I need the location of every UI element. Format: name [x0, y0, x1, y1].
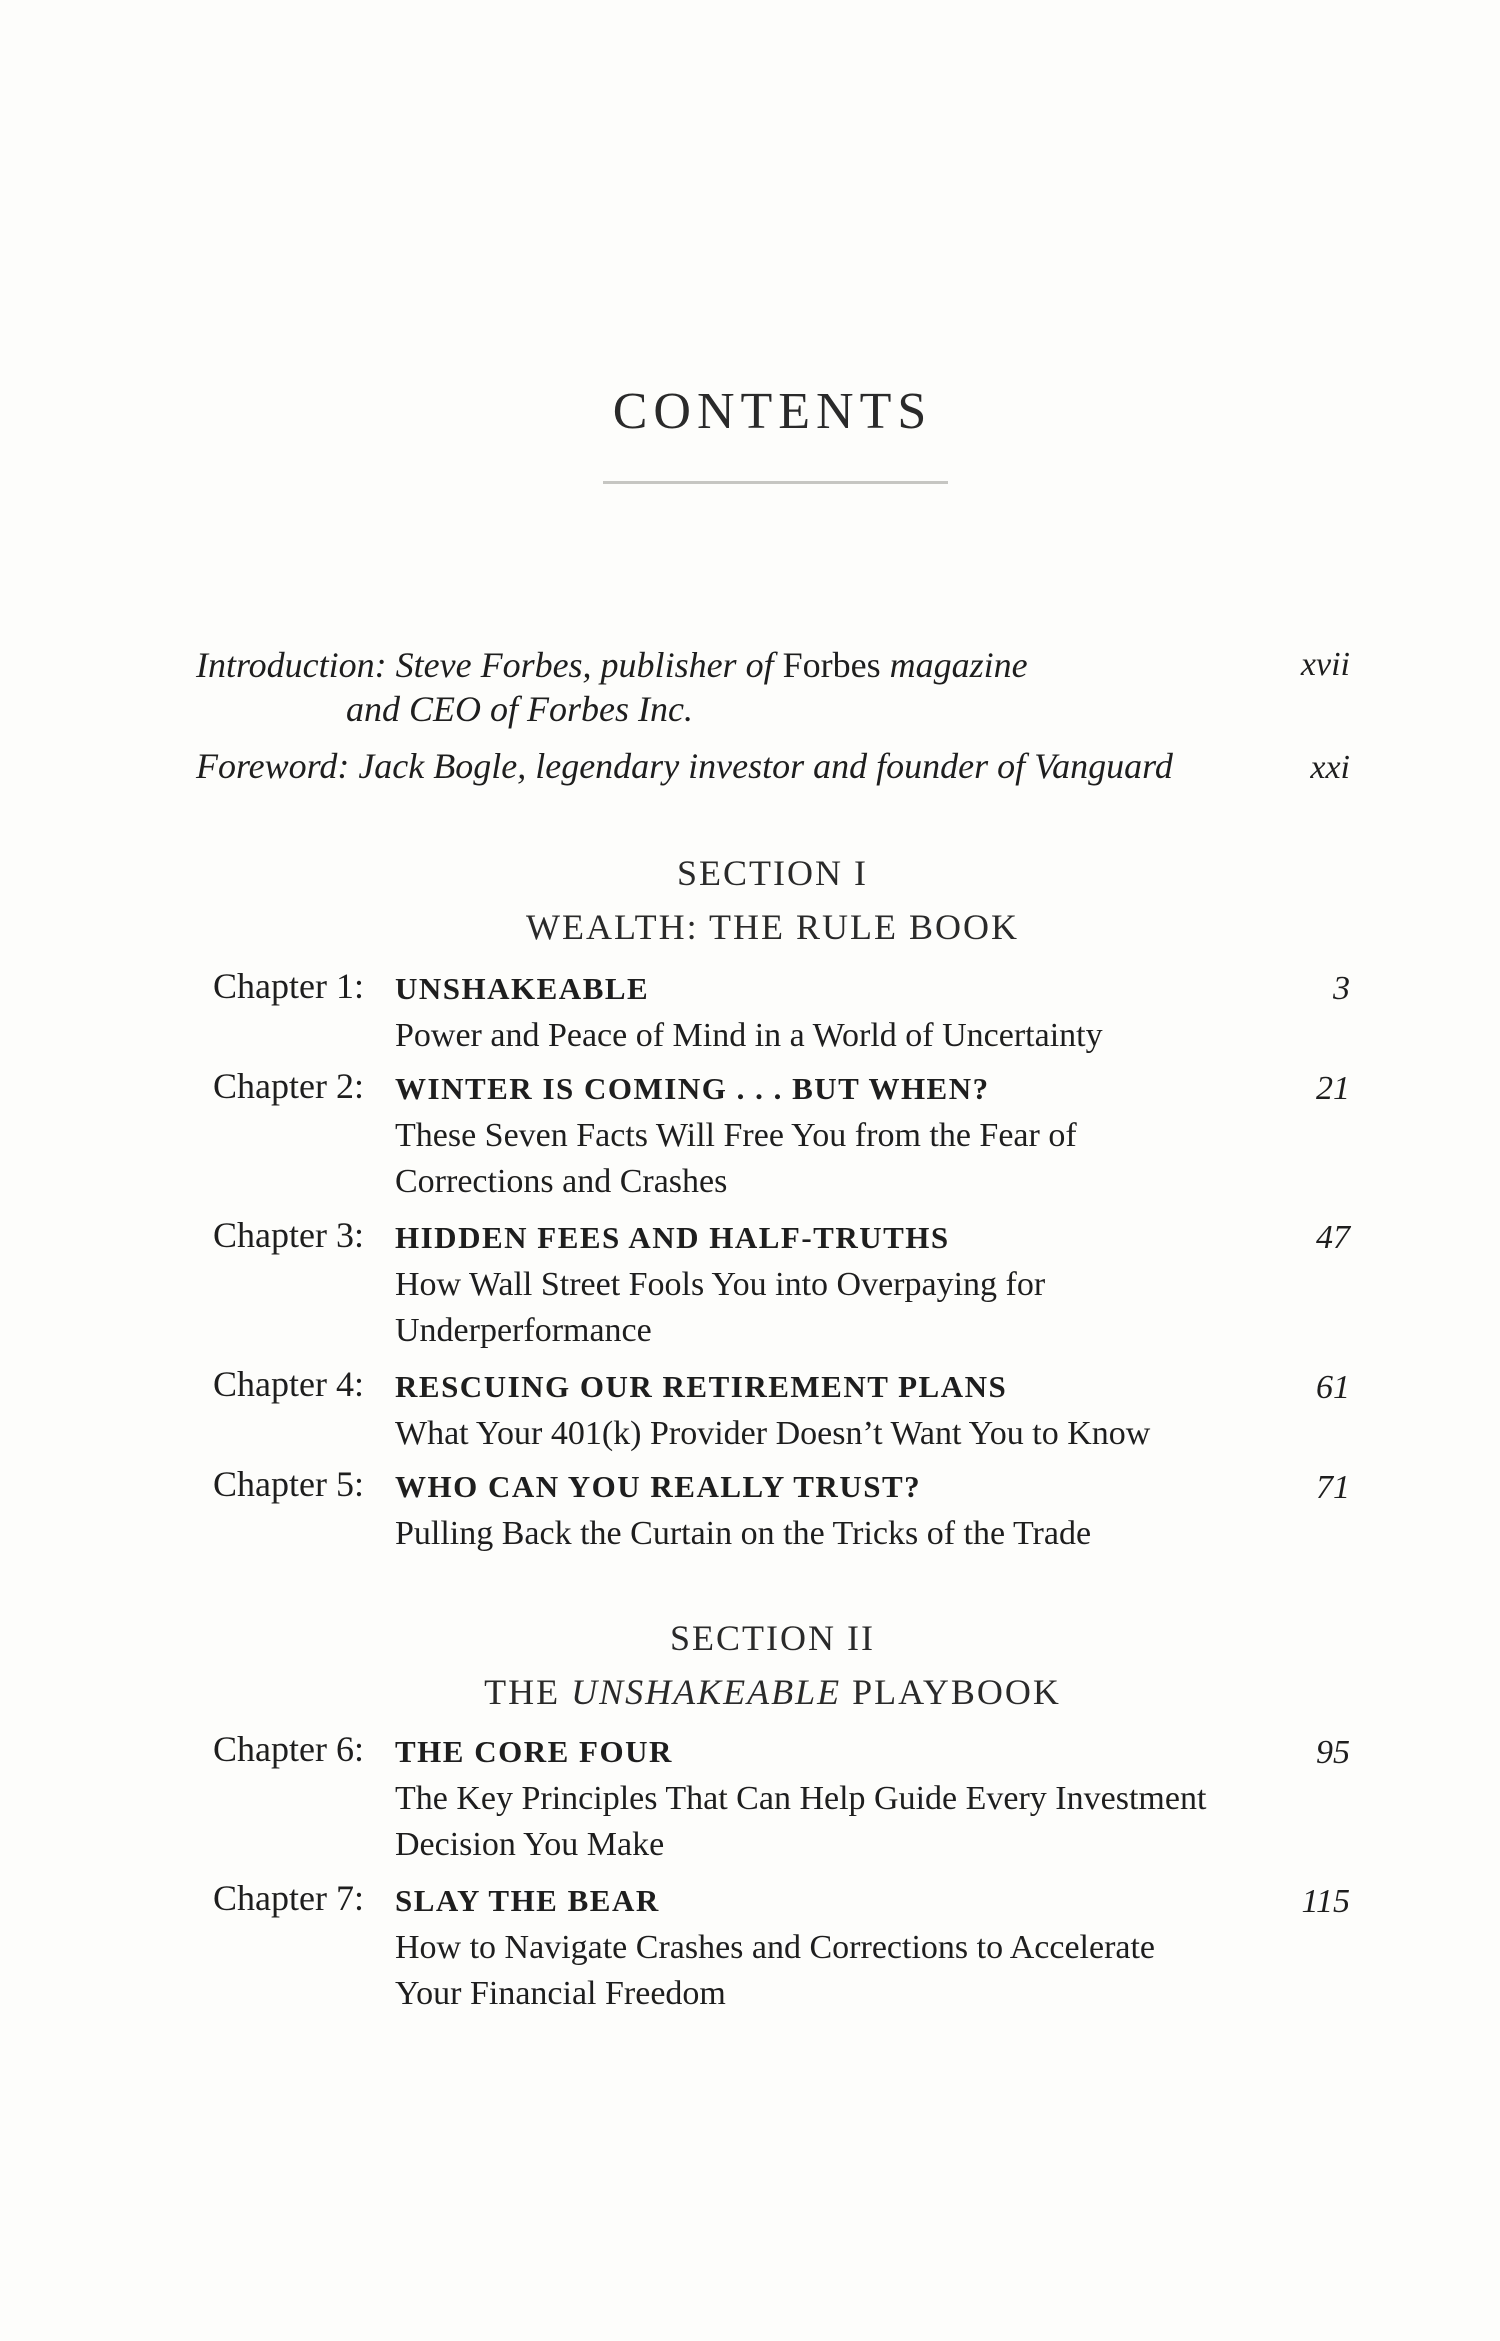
introduction-entry-line1[interactable]: [196, 644, 1028, 686]
chapter-6-subtitle: [395, 1776, 1295, 1868]
introduction-entry-line2: and CEO of Forbes Inc.: [346, 689, 693, 729]
chapter-2-page-number: 21: [1316, 1070, 1350, 1107]
forbes-magazine-name: Forbes: [782, 645, 881, 685]
chapter-2-subtitle: [395, 1113, 1295, 1205]
chapter-3-label: Chapter 3:: [213, 1215, 364, 1255]
introduction-text: Introduction: Steve Forbes, publisher of: [196, 645, 783, 685]
chapter-7-subtitle-line: Your Financial Freedom: [395, 1975, 726, 2012]
chapter-3-title[interactable]: HIDDEN FEES AND HALF-TRUTHS: [395, 1220, 950, 1255]
chapter-7-title[interactable]: SLAY THE BEAR: [395, 1883, 660, 1918]
introduction-text-end: magazine: [880, 645, 1028, 685]
chapter-6-label: Chapter 6:: [213, 1729, 364, 1769]
chapter-6-page-number: 95: [1316, 1734, 1350, 1771]
section-2-title: [0, 1671, 1500, 1713]
foreword-page-number: xxi: [1310, 749, 1350, 786]
section-2-title-start: THE: [484, 1672, 572, 1712]
chapter-2-title[interactable]: WINTER IS COMING . . . BUT WHEN?: [395, 1071, 990, 1106]
chapter-7-page-number: 115: [1301, 1883, 1350, 1920]
section-2-number: SECTION II: [670, 1618, 875, 1658]
chapter-4-page-number: 61: [1316, 1369, 1350, 1406]
chapter-4-label: Chapter 4:: [213, 1364, 364, 1404]
section-1-number: SECTION I: [677, 853, 868, 893]
chapter-1-page-number: 3: [1333, 970, 1350, 1007]
section-2-title-book-name: UNSHAKEABLE: [571, 1672, 842, 1712]
chapter-3-subtitle-line: How Wall Street Fools You into Overpaying for: [395, 1266, 1046, 1303]
section-1-title: WEALTH: THE RULE BOOK: [526, 907, 1019, 947]
chapter-7-subtitle-line: How to Navigate Crashes and Corrections to Accelerate: [395, 1929, 1156, 1966]
chapter-6-subtitle-line: The Key Principles That Can Help Guide Every Investment: [395, 1780, 1207, 1817]
chapter-2-subtitle-line: These Seven Facts Will Free You from the Fear of: [395, 1117, 1077, 1154]
chapter-1-label: Chapter 1:: [213, 966, 364, 1006]
chapter-4-subtitle: [395, 1411, 1295, 1457]
section-2-title-end: PLAYBOOK: [841, 1672, 1061, 1712]
chapter-4-title[interactable]: RESCUING OUR RETIREMENT PLANS: [395, 1369, 1008, 1404]
chapter-3-subtitle: [395, 1262, 1295, 1354]
chapter-4-subtitle-line: What Your 401(k) Provider Doesn’t Want You to Know: [395, 1415, 1151, 1452]
chapter-2-subtitle-line: Corrections and Crashes: [395, 1163, 728, 1200]
chapter-3-page-number: 47: [1316, 1219, 1350, 1256]
chapter-5-label: Chapter 5:: [213, 1464, 364, 1504]
page-title: CONTENTS: [612, 383, 933, 440]
chapter-5-subtitle-line: Pulling Back the Curtain on the Tricks of the Trade: [395, 1515, 1092, 1552]
chapter-1-subtitle: [395, 1013, 1295, 1059]
chapter-5-title[interactable]: WHO CAN YOU REALLY TRUST?: [395, 1469, 922, 1504]
chapter-7-subtitle: [395, 1925, 1295, 2017]
introduction-page-number: xvii: [1300, 646, 1350, 683]
chapter-3-subtitle-line: Underperformance: [395, 1312, 652, 1349]
chapter-6-title[interactable]: THE CORE FOUR: [395, 1734, 673, 1769]
chapter-7-label: Chapter 7:: [213, 1878, 364, 1918]
chapter-6-subtitle-line: Decision You Make: [395, 1826, 665, 1863]
title-divider: [603, 481, 948, 484]
chapter-2-label: Chapter 2:: [213, 1066, 364, 1106]
foreword-entry[interactable]: Foreword: Jack Bogle, legendary investor and founder of Vanguard: [196, 746, 1173, 786]
chapter-5-page-number: 71: [1316, 1469, 1350, 1506]
chapter-1-title[interactable]: UNSHAKEABLE: [395, 971, 650, 1006]
chapter-5-subtitle: [395, 1511, 1295, 1557]
chapter-1-subtitle-line: Power and Peace of Mind in a World of Uncertainty: [395, 1017, 1103, 1054]
